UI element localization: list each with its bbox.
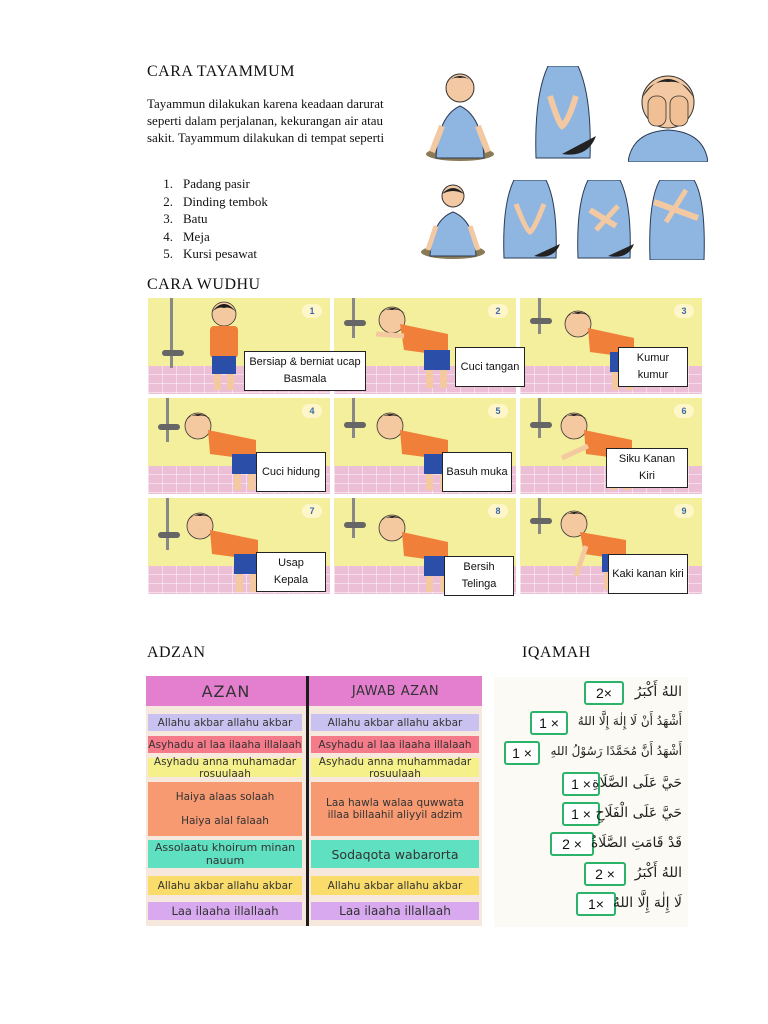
tayammum-heading: CARA TAYAMMUM	[147, 63, 295, 80]
arabic-text: اللهُ أَكْبَرُ	[634, 684, 682, 700]
arabic-text: اللهُ أَكْبَرُ	[634, 865, 682, 881]
step-number-badge: 9	[674, 504, 694, 518]
wudhu-step-label: Usap Kepala	[256, 552, 326, 592]
arabic-text: حَيَّ عَلَى الْفَلَاحِ	[595, 805, 682, 821]
azan-row-left: Haiya alaas solaah Haiya alal falaah	[148, 782, 302, 836]
iqamah-row	[494, 832, 688, 860]
list-item: 4. Meja	[163, 228, 210, 244]
wudhu-step-label: Cuci tangan	[455, 347, 525, 387]
repeat-count-badge: 2 ×	[584, 862, 626, 886]
azan-row-right: Laa ilaaha illallaah	[311, 902, 479, 920]
azan-column-header: AZAN	[146, 676, 306, 706]
step-number-badge: 6	[674, 404, 694, 418]
iqamah-row	[494, 772, 688, 800]
list-item: 3. Batu	[163, 211, 208, 226]
iqamah-row	[494, 711, 688, 739]
iqamah-row	[494, 892, 688, 920]
step-number-badge: 3	[674, 304, 694, 318]
wudhu-heading: CARA WUDHU	[147, 276, 261, 293]
wudhu-step-label: Basuh muka	[442, 452, 512, 492]
list-item: 1. Padang pasir	[163, 176, 250, 191]
step-number-badge: 8	[488, 504, 508, 518]
jawab-azan-column-header: JAWAB AZAN	[309, 676, 482, 706]
iqamah-row	[494, 741, 688, 769]
tayammum-figure-hands-on-ground	[424, 66, 496, 162]
azan-row-right: Asyhadu al laa ilaaha illalaah	[311, 736, 479, 753]
step-number-badge: 2	[488, 304, 508, 318]
arabic-text: أَشْهَدُ أَنَّ مُحَمَّدًا رَسُوْلُ اللهِ	[550, 744, 682, 758]
azan-row-left: Assolaatu khoirum minan nauum	[148, 840, 302, 868]
tayammum-description: Tayammun dilakukan karena keadaan darurat seperti dalam perjalanan, kekurangan air atau sakit. Tayammum dilakukan di tempat seperti	[147, 96, 385, 145]
list-item: 2. Dinding tembok	[163, 193, 268, 209]
repeat-count-badge: 2 ×	[550, 832, 594, 856]
repeat-count-badge: 1 ×	[562, 802, 600, 826]
arabic-text: أَشْهَدُ أَنْ لَا إِلٰهَ إِلَّا اللهُ	[577, 714, 682, 728]
iqamah-row	[494, 802, 688, 830]
wudhu-step-label: Bersih Telinga	[444, 556, 514, 596]
column-divider	[306, 676, 309, 926]
wudhu-step-label: Kaki kanan kiri	[608, 554, 688, 594]
list-item: 5. Kursi pesawat	[163, 246, 258, 261]
azan-row-left: Asyhadu anna muhamadar rosuulaah	[148, 758, 302, 777]
azan-row-left: Asyhadu al laa ilaaha illalaah	[148, 736, 302, 753]
iqamah-heading: IQAMAH	[522, 644, 591, 661]
arabic-text: حَيَّ عَلَى الصَّلَاةِ	[592, 775, 682, 791]
iqamah-row	[494, 862, 688, 890]
tayammum-figure-wipe-arm	[572, 180, 636, 260]
step-number-badge: 7	[302, 504, 322, 518]
azan-row-left: Allahu akbar allahu akbar	[148, 876, 302, 895]
wudhu-step-label: Bersiap & berniat ucap Basmala	[244, 351, 366, 391]
repeat-count-badge: 1 ×	[530, 711, 568, 735]
tayammum-figure-wipe-face	[528, 66, 598, 162]
tayammum-figure-hands-together	[498, 180, 562, 260]
azan-row-right: Allahu akbar allahu akbar	[311, 714, 479, 731]
repeat-count-badge: 1 ×	[504, 741, 540, 765]
wudhu-step-label: Siku Kanan Kiri	[606, 448, 688, 488]
wudhu-step-label: Cuci hidung	[256, 452, 326, 492]
repeat-count-badge: 2×	[584, 681, 624, 705]
step-number-badge: 1	[302, 304, 322, 318]
repeat-count-badge: 1 ×	[562, 772, 600, 796]
step-number-badge: 5	[488, 404, 508, 418]
azan-row-right: Laa hawla walaa quwwata illaa billaahil aliyyil adzim	[311, 782, 479, 836]
adzan-heading: ADZAN	[147, 644, 206, 661]
repeat-count-badge: 1×	[576, 892, 616, 916]
tayammum-figure-cover-face	[628, 66, 708, 162]
arabic-text: لَا إِلٰهَ إِلَّا اللهُ	[612, 895, 682, 911]
azan-row-left: Allahu akbar allahu akbar	[148, 714, 302, 731]
step-number-badge: 4	[302, 404, 322, 418]
boy-standing-illustration	[202, 300, 246, 394]
azan-row-left: Laa ilaaha illallaah	[148, 902, 302, 920]
wudhu-step-label: Kumur kumur	[618, 347, 688, 387]
tayammum-places-list	[147, 175, 387, 263]
boy-washing-hands-illustration	[364, 300, 464, 392]
adzan-table	[146, 676, 482, 926]
azan-row-right: Allahu akbar allahu akbar	[311, 876, 479, 895]
azan-row-right: Sodaqota wabarorta	[311, 840, 479, 868]
tayammum-figure-hands-on-ground-2	[420, 180, 486, 260]
iqamah-panel	[494, 677, 688, 927]
tayammum-figure-wipe-forearm	[646, 180, 708, 260]
iqamah-row	[494, 681, 688, 709]
arabic-text: قَدْ قَامَتِ الصَّلَاةُ	[590, 835, 682, 851]
azan-row-right: Asyhadu anna muhammadar rosuulaah	[311, 758, 479, 777]
